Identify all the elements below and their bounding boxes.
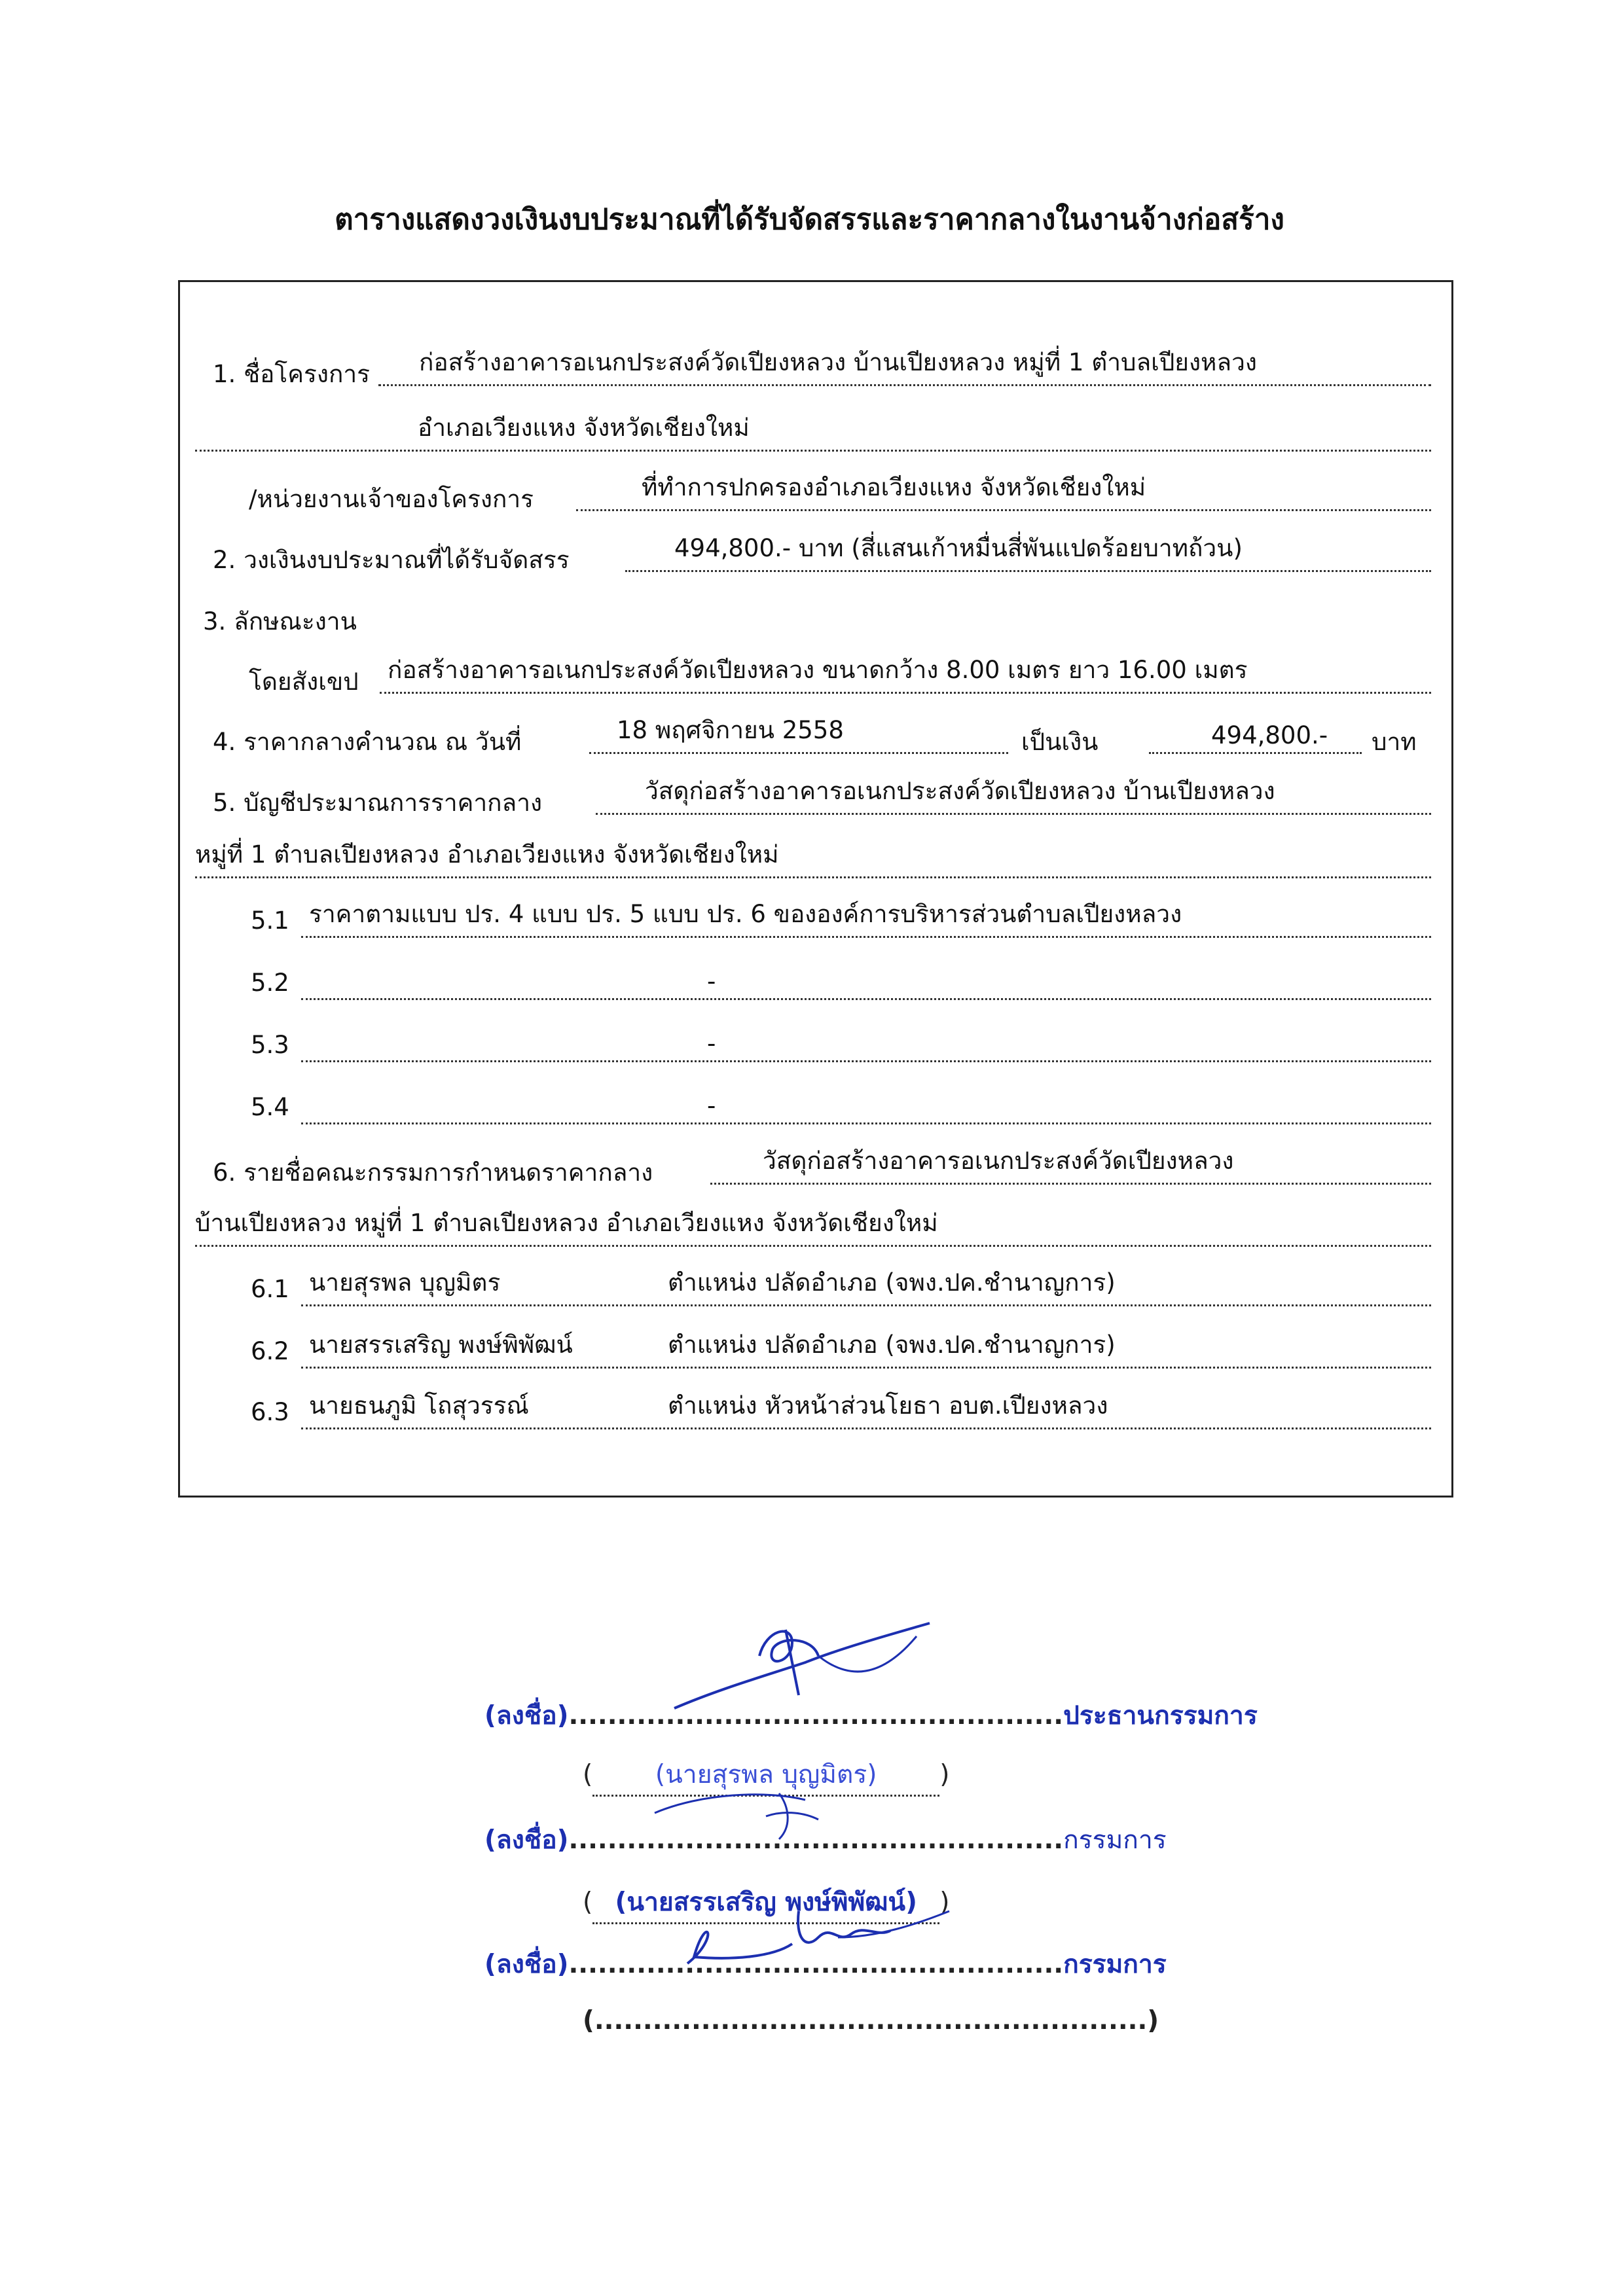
signature-dots: ................................................... — [568, 1950, 1064, 1979]
estimate-item-num: 5.1 — [251, 906, 289, 935]
estimate-item-field — [301, 1030, 1431, 1062]
signature-prefix: (ลงชื่อ) — [484, 1701, 569, 1731]
budget-value: 494,800.- บาท (สี่แสนเก้าหมื่นสี่พันแปดร้อยบาทถ้วน) — [674, 534, 1243, 562]
project-name-field-2 — [195, 414, 1431, 452]
work-summary-field — [380, 656, 1431, 694]
member-num: 6.3 — [251, 1398, 289, 1426]
member-position: ตำแหน่ง ปลัดอำเภอ (จพง.ปค.ชำนาญการ) — [668, 1331, 1116, 1359]
printed-name-text: (นายสรรเสริญ พงษ์พิพัฒน์) — [615, 1888, 917, 1917]
handwritten-signature-icon — [648, 1787, 858, 1846]
member-position: ตำแหน่ง ปลัดอำเภอ (จพง.ปค.ชำนาญการ) — [668, 1268, 1116, 1297]
member-name: นายธนภูมิ โถสุวรรณ์ — [309, 1391, 529, 1420]
name-close-bracket: ) — [939, 1760, 950, 1789]
amount-label: เป็นเงิน — [1021, 728, 1099, 756]
estimate-item-value: - — [707, 1092, 716, 1120]
signature-role: ประธานกรรมการ — [1063, 1701, 1258, 1731]
median-price-label: 4. ราคากลางคำนวณ ณ วันที่ — [213, 728, 522, 756]
member-num: 6.1 — [251, 1275, 289, 1303]
signature-dots: ................................................... — [568, 1701, 1064, 1731]
median-date-value: 18 พฤศจิกายน 2558 — [617, 716, 844, 744]
budget-field — [625, 534, 1431, 572]
project-name-value-2: อำเภอเวียงแหง จังหวัดเชียงใหม่ — [418, 414, 750, 442]
estimate-value-2: หมู่ที่ 1 ตำบลเปียงหลวง อำเภอเวียงแหง จังหวัดเชียงใหม่ — [195, 840, 779, 869]
member-name: นายสุรพล บุญมิตร — [309, 1268, 501, 1297]
estimate-value-1: วัสดุก่อสร้างอาคารอเนกประสงค์วัดเปียงหลวง บ้านเปียงหลวง — [645, 777, 1275, 805]
signature-prefix: (ลงชื่อ) — [484, 1825, 569, 1855]
estimate-item-num: 5.4 — [251, 1093, 289, 1121]
owner-label: /หน่วยงานเจ้าของโครงการ — [249, 485, 534, 513]
member-num: 6.2 — [251, 1337, 289, 1365]
printed-name-text: (นายสุรพล บุญมิตร) — [655, 1760, 877, 1789]
member-name: นายสรรเสริญ พงษ์พิพัฒน์ — [309, 1331, 573, 1359]
amount-unit: บาท — [1372, 728, 1417, 756]
member-field — [301, 1391, 1431, 1429]
amount-value: 494,800.- — [1211, 721, 1328, 749]
project-name-label: 1. ชื่อโครงการ — [213, 360, 371, 388]
estimate-item-num: 5.2 — [251, 969, 289, 997]
estimate-label: 5. บัญชีประมาณการราคากลาง — [213, 789, 543, 817]
committee-field-2 — [195, 1209, 1431, 1247]
estimate-item-field — [301, 967, 1431, 1000]
signature-prefix: (ลงชื่อ) — [484, 1950, 569, 1979]
estimate-item-field — [301, 900, 1431, 938]
committee-value-1: วัสดุก่อสร้างอาคารอเนกประสงค์วัดเปียงหลวง — [763, 1147, 1234, 1175]
blank-printed-name: (.........................................................) — [583, 2006, 1159, 2036]
form-box — [178, 280, 1453, 1498]
handwritten-signature-icon — [681, 1898, 956, 1970]
page-title: ตารางแสดงวงเงินงบประมาณที่ได้รับจัดสรรและราคากลางในงานจ้างก่อสร้าง — [335, 203, 1284, 236]
name-open-bracket: ( — [583, 1760, 593, 1789]
median-date-field — [589, 716, 1008, 754]
estimate-item-value: - — [707, 967, 716, 996]
budget-label: 2. วงเงินงบประมาณที่ได้รับจัดสรร — [213, 546, 570, 574]
work-type-label: 3. ลักษณะงาน — [203, 607, 357, 636]
work-summary-label: โดยสังเขป — [249, 668, 359, 696]
committee-label: 6. รายชื่อคณะกรรมการกำหนดราคากลาง — [213, 1158, 653, 1187]
signature-role: กรรมการ — [1063, 1825, 1167, 1855]
committee-field — [710, 1147, 1431, 1185]
project-name-value-1: ก่อสร้างอาคารอเนกประสงค์วัดเปียงหลวง บ้านเปียงหลวง หมู่ที่ 1 ตำบลเปียงหลวง — [419, 348, 1257, 376]
printed-name-line — [583, 2006, 1159, 2036]
work-summary-value: ก่อสร้างอาคารอเนกประสงค์วัดเปียงหลวง ขนาดกว้าง 8.00 เมตร ยาว 16.00 เมตร — [388, 656, 1248, 684]
signature-dots: ................................................... — [568, 1825, 1064, 1855]
amount-field — [1149, 721, 1362, 754]
estimate-field-2 — [195, 840, 1431, 878]
estimate-field — [596, 777, 1431, 815]
project-name-field — [378, 348, 1431, 386]
estimate-item-field — [301, 1092, 1431, 1124]
signature-role: กรรมการ — [1063, 1950, 1167, 1979]
member-field — [301, 1268, 1431, 1306]
member-position: ตำแหน่ง หัวหน้าส่วนโยธา อบต.เปียงหลวง — [668, 1391, 1108, 1420]
estimate-item-value: - — [707, 1030, 716, 1058]
member-field — [301, 1331, 1431, 1369]
estimate-item-value: ราคาตามแบบ ปร. 4 แบบ ปร. 5 แบบ ปร. 6 ขององค์การบริหารส่วนตำบลเปียงหลวง — [309, 900, 1182, 928]
name-close-bracket: ) — [939, 1888, 950, 1917]
estimate-item-num: 5.3 — [251, 1031, 289, 1059]
committee-value-2: บ้านเปียงหลวง หมู่ที่ 1 ตำบลเปียงหลวง อำเภอเวียงแหง จังหวัดเชียงใหม่ — [195, 1209, 938, 1237]
name-open-bracket: ( — [583, 1888, 593, 1917]
handwritten-signature-icon — [668, 1617, 943, 1721]
owner-value: ที่ทำการปกครองอำเภอเวียงแหง จังหวัดเชียงใหม่ — [642, 473, 1146, 501]
owner-field — [576, 473, 1431, 511]
